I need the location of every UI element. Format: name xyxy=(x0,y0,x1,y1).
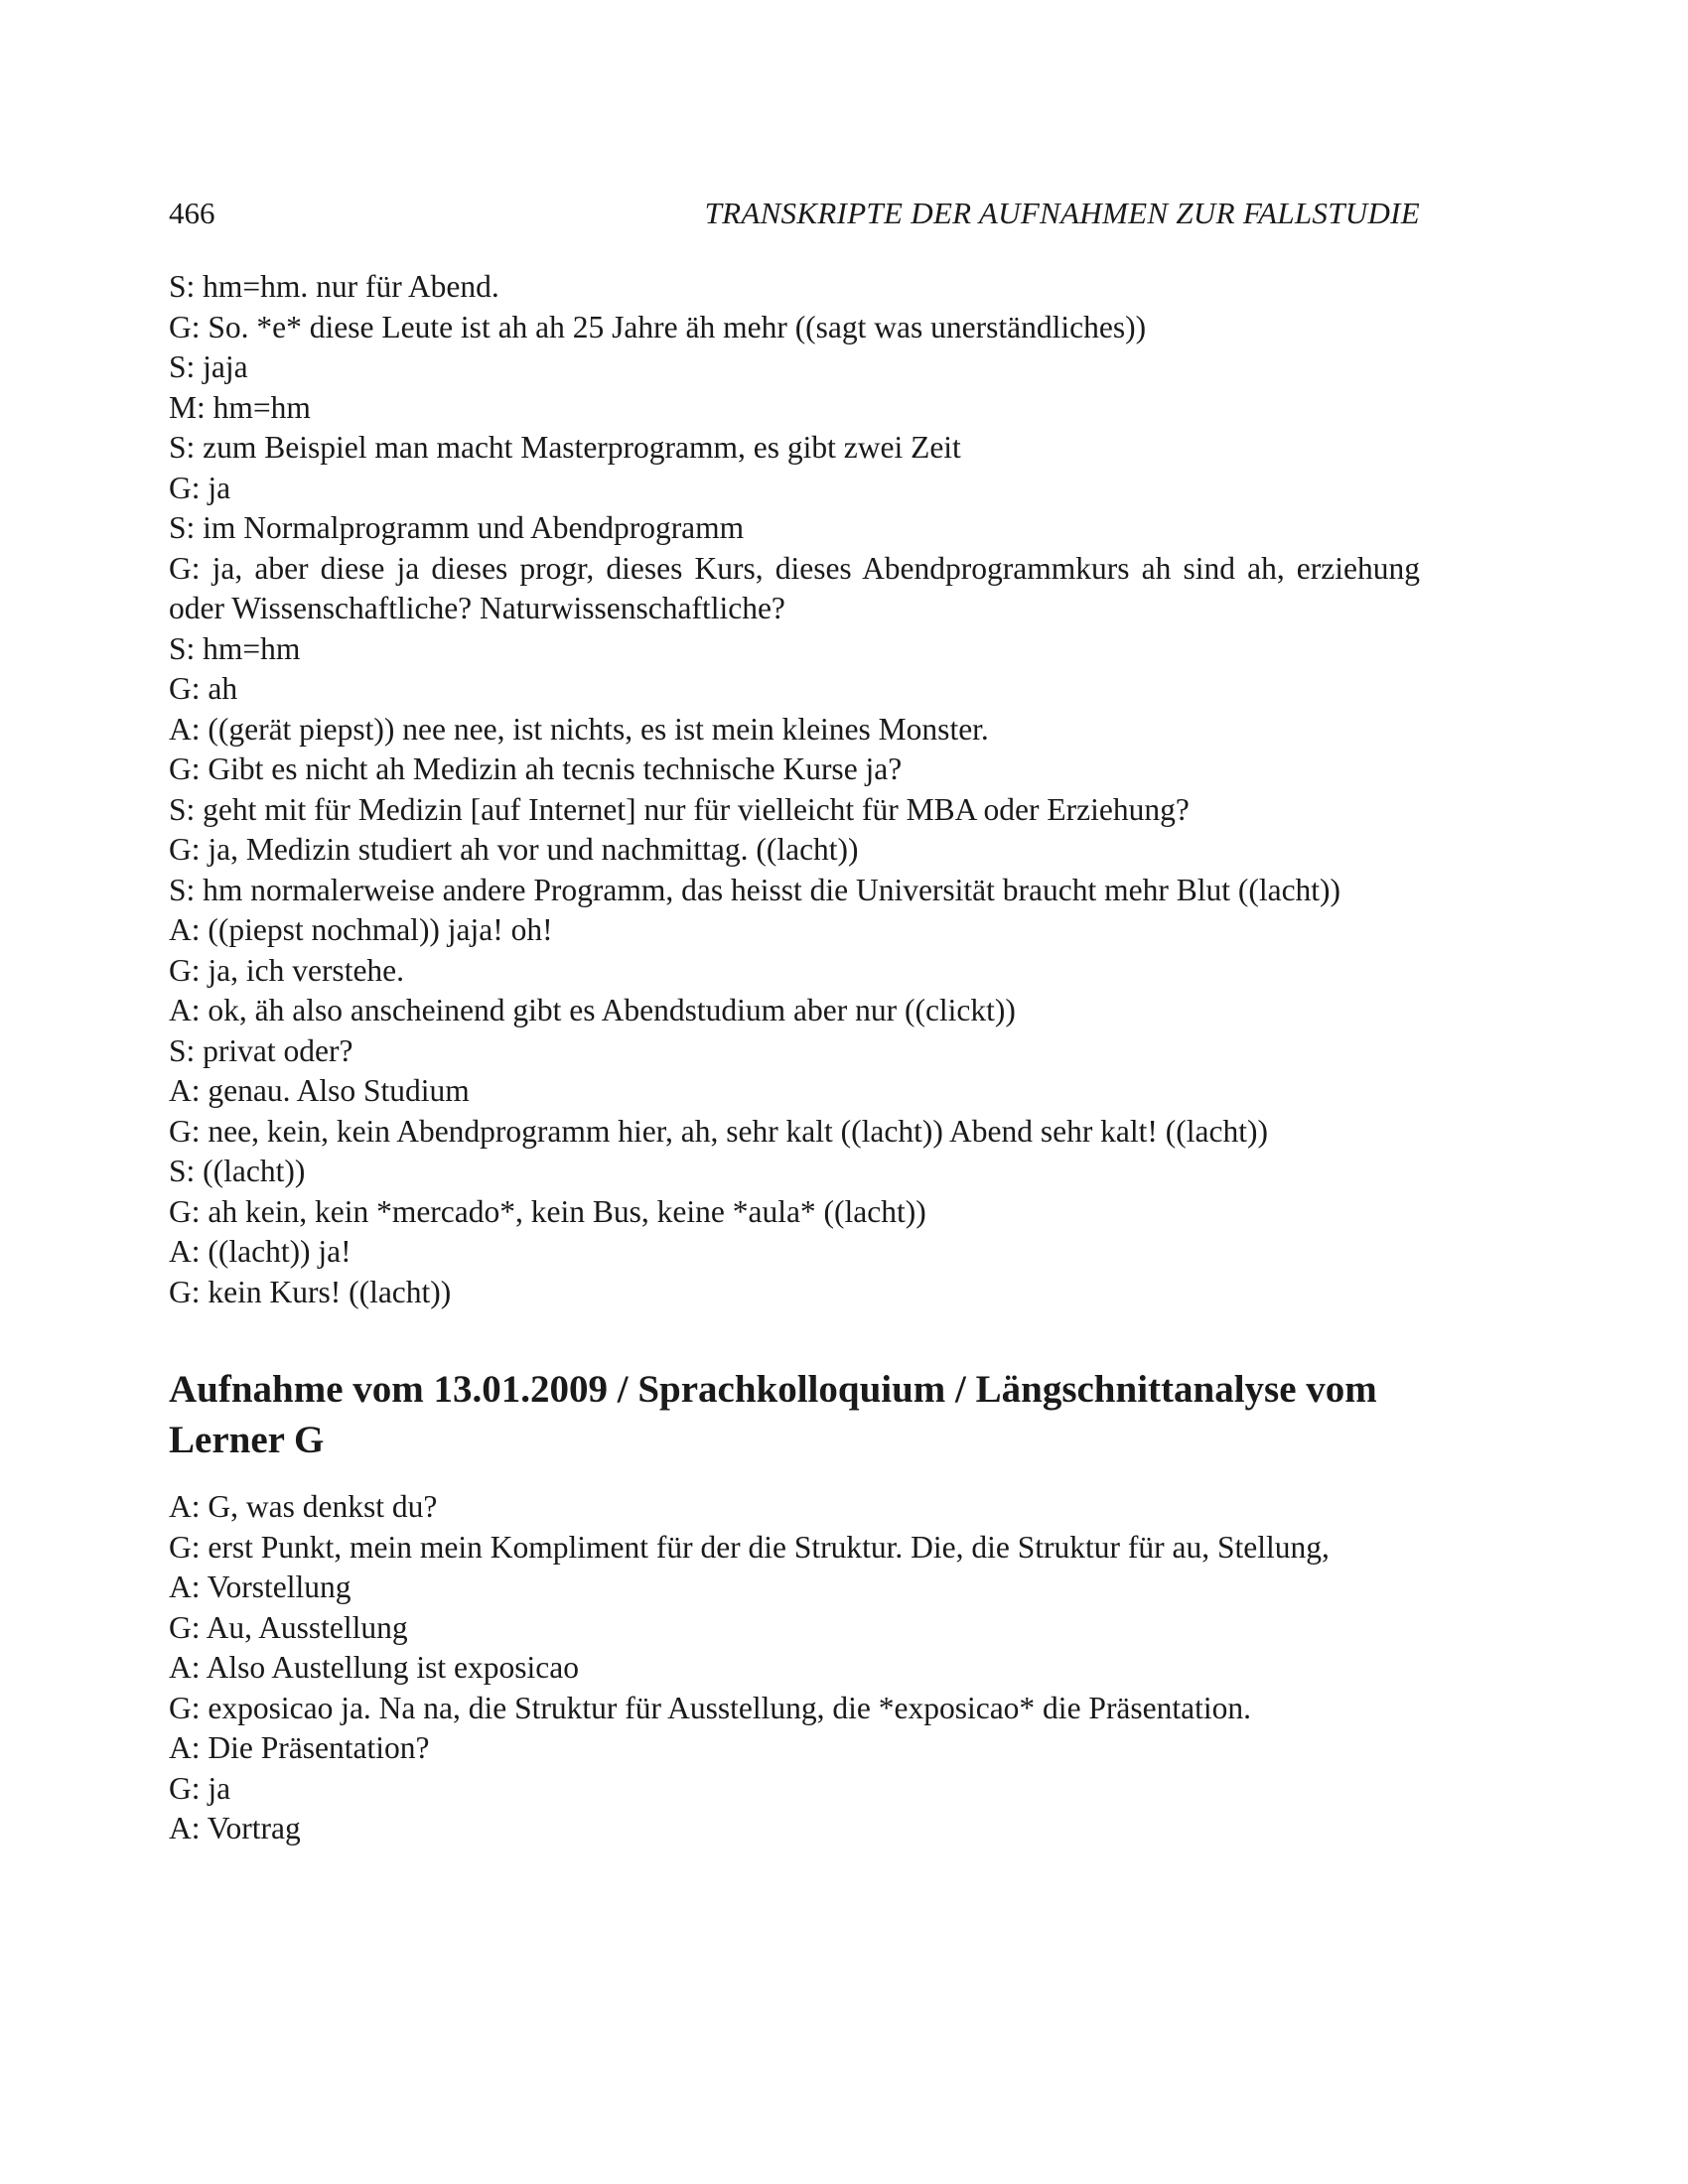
transcript-line: S: ((lacht)) xyxy=(169,1154,306,1188)
transcript-block-2 xyxy=(169,1487,1420,1849)
transcript-line: G: Gibt es nicht ah Medizin ah tecnis technische Kurse ja? xyxy=(169,751,903,786)
transcript-line: G: ja, ich verstehe. xyxy=(169,952,405,988)
document-page xyxy=(169,194,1420,1849)
transcript-line: A: genau. Also Studium xyxy=(169,1073,470,1108)
section-heading: Aufnahme vom 13.01.2009 / Sprachkolloquium / Längschnittanalyse vom Lerner G xyxy=(169,1368,1377,1461)
running-header xyxy=(169,194,1420,233)
transcript-line: G: ja, Medizin studiert ah vor und nachmittag. ((lacht)) xyxy=(169,832,859,867)
transcript-line: G: exposicao ja. Na na, die Struktur für Ausstellung, die *exposicao* die Präsentation. xyxy=(169,1690,1252,1725)
transcript-line: A: ((gerät piepst)) nee nee, ist nichts, es ist mein kleines Monster. xyxy=(169,711,989,747)
transcript-line: A: Also Austellung ist exposicao xyxy=(169,1650,579,1685)
page-number: 466 xyxy=(169,196,215,230)
transcript-block-1 xyxy=(169,267,1420,1312)
transcript-line: A: ((lacht)) ja! xyxy=(169,1234,352,1269)
transcript-line: G: So. *e* diese Leute ist ah ah 25 Jahre äh mehr ((sagt was unerständliches)) xyxy=(169,309,1147,344)
transcript-line: A: Die Präsentation? xyxy=(169,1730,430,1765)
transcript-line: S: hm=hm. nur für Abend. xyxy=(169,269,499,304)
transcript-line: A: Vorstellung xyxy=(169,1570,352,1604)
transcript-line: A: ((piepst nochmal)) jaja! oh! xyxy=(169,912,553,947)
transcript-line: G: erst Punkt, mein mein Kompliment für der die Struktur. Die, die Struktur für au, Stellung, xyxy=(169,1529,1330,1565)
transcript-line: A: Vortrag xyxy=(169,1811,301,1845)
transcript-line: S: hm normalerweise andere Programm, das heisst die Universität braucht mehr Blut ((lacht)) xyxy=(169,872,1341,907)
transcript-line: S: hm=hm xyxy=(169,630,301,666)
transcript-line: A: ok, äh also anscheinend gibt es Abendstudium aber nur ((clickt)) xyxy=(169,993,1016,1027)
transcript-line: G: ja xyxy=(169,470,231,505)
running-title: TRANSKRIPTE DER AUFNAHMEN ZUR FALLSTUDIE xyxy=(704,196,1420,230)
transcript-line: S: im Normalprogramm und Abendprogramm xyxy=(169,510,745,545)
transcript-line: G: nee, kein, kein Abendprogramm hier, ah, sehr kalt ((lacht)) Abend sehr kalt! ((lacht)) xyxy=(169,1113,1268,1149)
transcript-line: A: G, was denkst du? xyxy=(169,1489,438,1524)
transcript-line: S: zum Beispiel man macht Masterprogramm, es gibt zwei Zeit xyxy=(169,430,961,465)
transcript-line: S: geht mit für Medizin [auf Internet] nur für vielleicht für MBA oder Erziehung? xyxy=(169,791,1190,827)
transcript-line: S: jaja xyxy=(169,349,248,384)
transcript-line: G: ja, aber diese ja dieses progr, dieses Kurs, dieses Abendprogrammkurs ah sind ah, erziehung oder Wissenschaftliche? Naturwissenschaftliche? xyxy=(169,550,1420,625)
transcript-line: G: Au, Ausstellung xyxy=(169,1609,408,1645)
transcript-line: G: ja xyxy=(169,1770,231,1806)
transcript-line: G: kein Kurs! ((lacht)) xyxy=(169,1274,452,1309)
transcript-line: G: ah xyxy=(169,671,238,706)
transcript-line: G: ah kein, kein *mercado*, kein Bus, keine *aula* ((lacht)) xyxy=(169,1193,926,1229)
transcript-line: M: hm=hm xyxy=(169,389,311,425)
transcript-line: S: privat oder? xyxy=(169,1032,353,1068)
